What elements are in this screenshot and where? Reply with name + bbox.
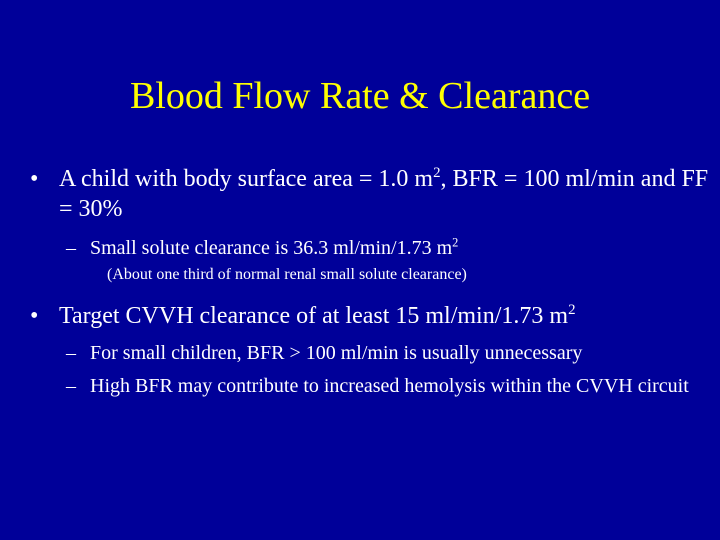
bullet-2-text-a: Target CVVH clearance of at least 15 ml/min/1.73 m — [59, 303, 569, 329]
dash-marker: – — [66, 237, 76, 259]
superscript: 2 — [568, 302, 576, 319]
superscript: 2 — [433, 165, 441, 182]
sub-bullet-1-1 — [66, 234, 706, 262]
sub-bullet-2-2 — [66, 372, 706, 400]
bullet-1-text-b: , BFR = 100 ml/min and FF = 30% — [59, 166, 709, 222]
sub-bullet-1-1-text — [90, 234, 706, 262]
sub-bullet-1-1-text-a: Small solute clearance is 36.3 ml/min/1.73 m — [90, 237, 453, 259]
bullet-1-text-a: A child with body surface area = 1.0 m — [59, 166, 434, 192]
dash-marker: – — [66, 375, 76, 397]
bullet-marker: • — [30, 303, 39, 329]
sub-bullet-2-1-text: For small children, BFR > 100 ml/min is usually unnecessary — [90, 342, 583, 364]
sub-bullet-2-2-text: High BFR may contribute to increased hemolysis within the CVVH circuit — [90, 375, 689, 397]
sub-bullet-2-1 — [66, 339, 706, 367]
clearance-note: (About one third of normal renal small solute clearance) — [107, 266, 467, 283]
bullet-1-text — [59, 164, 710, 224]
bullet-1 — [30, 164, 710, 224]
bullet-2 — [30, 301, 710, 331]
slide-title: Blood Flow Rate & Clearance — [129, 75, 591, 117]
bullet-2-text — [59, 301, 710, 331]
bullet-marker: • — [30, 166, 39, 192]
superscript: 2 — [452, 235, 459, 250]
dash-marker: – — [66, 342, 76, 364]
